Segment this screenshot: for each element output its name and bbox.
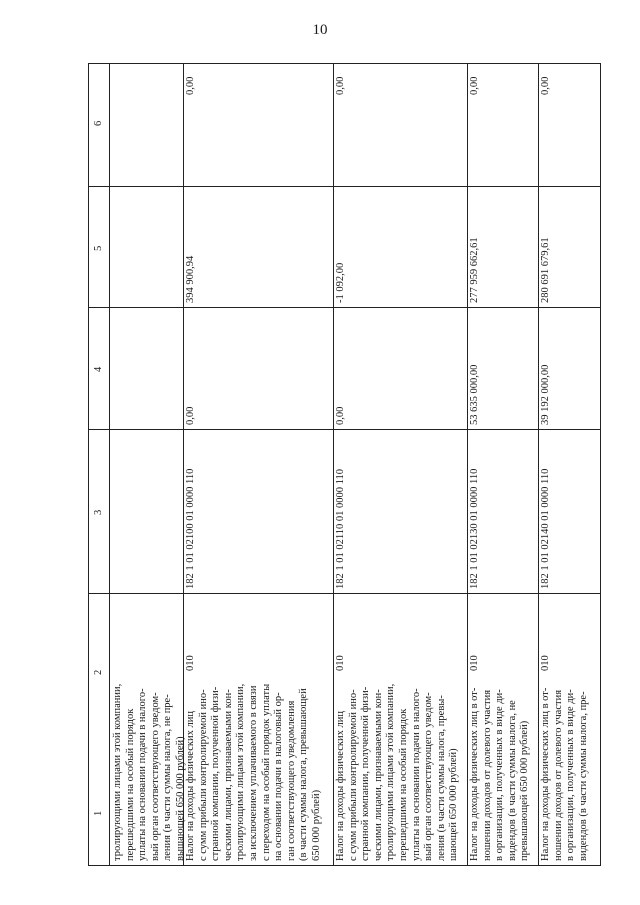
header-col-5: 5 xyxy=(93,245,104,251)
row-3-line: видендов (в части суммы налога, не xyxy=(506,700,518,861)
row-4-col6: 0,00 xyxy=(540,76,551,95)
row-1-line: с переходом на особый порядок уплаты xyxy=(260,683,272,861)
row-2-line: странной компании, полученной физи- xyxy=(360,686,372,861)
row-2-line: ческими лицами, признаваемыми кон- xyxy=(372,689,384,861)
row-1-col5: 394 900,94 xyxy=(185,255,196,303)
row-1-code: 010 xyxy=(185,655,196,671)
row-3-col5: 277 959 662,61 xyxy=(469,237,480,303)
row-4-kbk: 182 1 01 02140 01 0000 110 xyxy=(540,468,551,589)
row-4-line: ношении доходов от долевого участия xyxy=(552,689,564,861)
row-1-line: за исключением уплачиваемого в связи xyxy=(247,685,259,861)
row-1-line: странной компании, полученной физи- xyxy=(210,686,222,861)
row-0-line: ления (в части суммы налога, не пре- xyxy=(162,694,174,861)
page-number: 10 xyxy=(312,22,328,38)
row-1-line: тролирующими лицами этой компании, xyxy=(235,683,247,861)
row-4-line: видендов (в части суммы налога, пре- xyxy=(577,691,589,861)
row-0-line: вышающей 650 000 рублей) xyxy=(174,736,186,861)
row-3-name xyxy=(469,601,532,861)
row-4-line: Налог на доходы физических лиц в от- xyxy=(540,687,551,861)
row-1-line: ган соответствующего уведомления xyxy=(285,700,297,861)
row-2-kbk: 182 1 01 02110 01 0000 110 xyxy=(335,469,346,589)
row-3-kbk: 182 1 01 02130 01 0000 110 xyxy=(469,468,480,589)
row-1-col6: 0,00 xyxy=(185,76,196,95)
header-col-2: 2 xyxy=(93,669,104,675)
row-0-line: перешедшими на особый порядок xyxy=(124,708,136,861)
row-1-line: 650 000 рублей) xyxy=(310,789,322,861)
row-1-col4: 0,00 xyxy=(185,406,196,425)
row-2-line: с сумм прибыли контролируемой ино- xyxy=(347,689,359,861)
revenue-table xyxy=(88,63,601,866)
row-2-line: вый орган соответствующего уведом- xyxy=(423,692,435,861)
row-4-name xyxy=(540,601,590,861)
row-2-line: тролирующими лицами этой компании, xyxy=(385,683,397,861)
header-col-3: 3 xyxy=(93,509,104,515)
row-0-line: вый орган соответствующего уведом- xyxy=(149,692,161,861)
header-col-4: 4 xyxy=(93,366,104,372)
row-2-line: перешедшими на особый порядок xyxy=(397,708,409,861)
row-1-line: на основании подачи в налоговый ор- xyxy=(273,692,285,861)
row-1-kbk: 182 1 01 02100 01 0000 110 xyxy=(185,468,196,589)
row-2-line: ления (в части суммы налога, превы- xyxy=(435,695,447,861)
row-2-col5: -1 092,00 xyxy=(335,262,346,303)
row-1-line: с сумм прибыли контролируемой ино- xyxy=(197,689,209,861)
row-2-line: уплаты на основании подачи в налого- xyxy=(410,688,422,861)
row-2-col6: 0,00 xyxy=(335,76,346,95)
row-2-code: 010 xyxy=(335,655,346,671)
row-3-line: ношении доходов от долевого участия xyxy=(481,689,493,861)
row-4-col4: 39 192 000,00 xyxy=(540,364,551,425)
row-3-col4: 53 635 000,00 xyxy=(469,364,480,425)
row-4-line: в организации, полученных в виде ди- xyxy=(565,689,577,861)
row-2-line: Налог на доходы физических лиц xyxy=(335,711,346,861)
row-4-col5: 280 691 679,61 xyxy=(540,237,551,303)
row-2-name xyxy=(335,601,461,861)
row-1-line: Налог на доходы физических лиц xyxy=(185,711,196,861)
row-3-code: 010 xyxy=(469,655,480,671)
row-3-line: Налог на доходы физических лиц в от- xyxy=(469,687,480,861)
header-col-1: 1 xyxy=(93,810,104,816)
header-col-6: 6 xyxy=(93,120,104,126)
row-2-col4: 0,00 xyxy=(335,406,346,425)
row-2-line: шающей 650 000 рублей) xyxy=(448,748,460,861)
row-1-line: (в части суммы налога, превышающей xyxy=(298,688,310,861)
row-0-line: тролирующими лицами этой компании, xyxy=(112,683,123,861)
row-0-line: уплаты на основании подачи в налого- xyxy=(137,688,149,861)
row-3-col6: 0,00 xyxy=(469,76,480,95)
row-3-line: в организации, полученных в виде ди- xyxy=(494,689,506,861)
row-3-line: превышающей 650 000 рублей) xyxy=(519,720,531,861)
row-0-name xyxy=(112,601,188,861)
row-1-line: ческими лицами, признаваемыми кон- xyxy=(222,689,234,861)
row-4-code: 010 xyxy=(540,655,551,671)
row-1-name xyxy=(185,601,324,861)
